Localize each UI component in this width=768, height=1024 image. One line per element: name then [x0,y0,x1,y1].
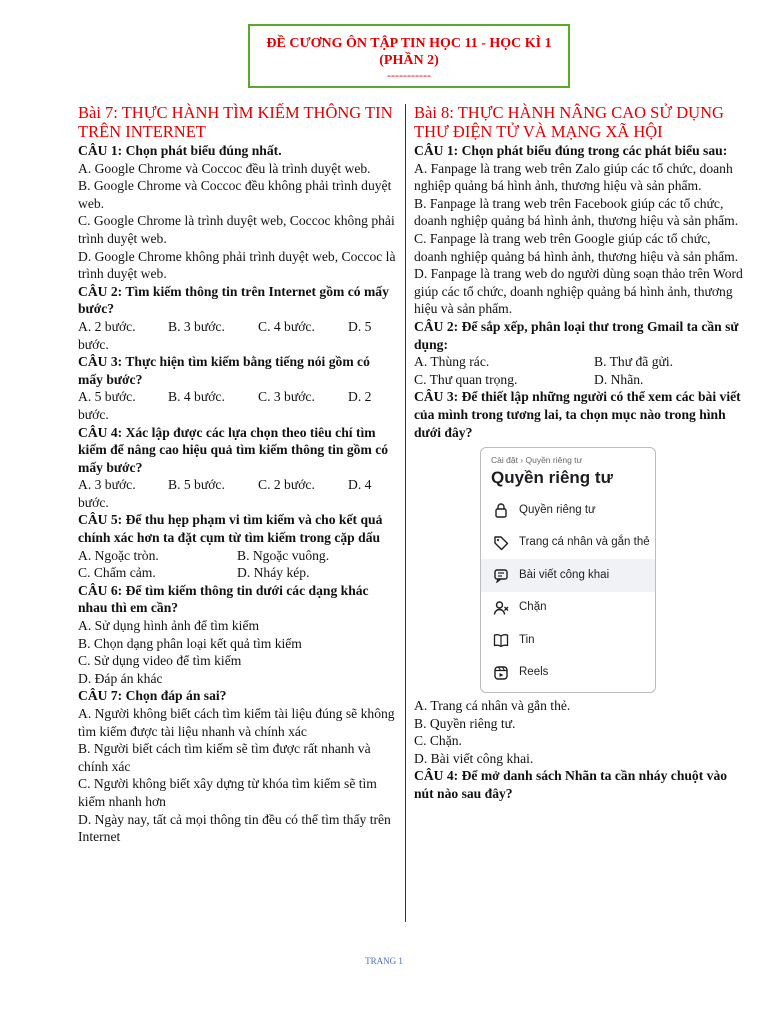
menu-item-label: Chặn [519,601,547,614]
answer: D. Google Chrome không phải trình duyệt web, Coccoc là trình duyệt web. [78,248,396,282]
answer: B. 3 bước. [168,318,225,334]
menu-item-privacy[interactable] [481,494,655,527]
answer: A. 3 bước. [78,477,136,493]
answer: A. Google Chrome và Coccoc đều là trình duyệt web. [78,160,371,176]
answer: A. Người không biết cách tìm kiếm tài liệu đúng sẽ không tìm kiếm được tài liệu nhanh và chính xác [78,706,395,739]
answer: A. 5 bước. [78,389,136,405]
answer-row [414,371,744,389]
answer-row [78,547,396,565]
answer: A. Fanpage là trang web trên Zalo giúp các tổ chức, doanh nghiệp quảng bá hình ảnh, thương hiệu và sản phẩm. [414,160,733,194]
answer: D. Nhãn. [594,371,644,387]
answer: C. Fanpage là trang web trên Google giúp các tổ chức, doanh nghiệp quảng bá hình ảnh, thương hiệu và sản phẩm. [414,230,739,264]
question-2: CÂU 2: Tìm kiếm thông tin trên Internet gồm có mấy bước? [78,283,389,317]
answer: A. 2 bước. [78,318,136,334]
answer: D. Fanpage là trang web do người dùng soạn thảo trên Word giúp các tổ chức, doanh nghiệp quảng bá hình ảnh, thương hiệu và sản phẩm. [414,266,743,317]
menu-item-stories[interactable] [481,624,655,657]
question-1: CÂU 1: Chọn phát biểu đúng nhất. [78,143,282,158]
answer: A. Sử dụng hình ảnh để tìm kiếm [78,618,260,634]
answer-row [78,476,396,494]
menu-item-public-posts[interactable] [481,559,655,592]
answer: B. Quyền riêng tư. [414,715,516,731]
public-post-icon [491,565,511,585]
document-title-box [248,24,570,88]
answer-row [78,318,396,336]
question-2: CÂU 2: Để sắp xếp, phân loại thư trong Gmail ta cần sử dụng: [414,318,739,352]
answer-continuation: bước. [78,494,109,510]
answer: C. Chấm cảm. [78,565,156,581]
lesson-7-title: Bài 7: THỰC HÀNH TÌM KIẾM THÔNG TIN TRÊN INTERNET [78,103,393,141]
answer: B. Google Chrome và Coccoc đều không phải trình duyệt web. [78,178,392,211]
question-7: CÂU 7: Chọn đáp án sai? [78,688,227,704]
title-separator: ----------- [387,68,431,82]
answer: C. 2 bước. [258,477,315,493]
answer: D. 5 [348,318,372,334]
answer: D. Nháy kép. [237,565,310,581]
column-divider [405,104,406,922]
tag-icon [491,533,511,553]
answer: C. Thư quan trọng. [414,371,518,387]
answer: A. Trang cá nhân và gắn thẻ. [414,698,571,714]
answer-continuation: bước. [78,336,109,352]
lesson-8-title: Bài 8: THỰC HÀNH NÂNG CAO SỬ DỤNG THƯ ĐIỆN TỬ VÀ MẠNG XÃ HỘI [414,103,724,141]
answer: A. Ngoặc tròn. [78,547,159,563]
question-3: CÂU 3: Để thiết lập những người có thể xem các bài viết của mình trong tương lai, ta chọn mục nào trong hình dưới đây? [414,389,741,440]
menu-item-label: Trang cá nhân và gắn thẻ [519,536,650,549]
answer: B. Ngoặc vuông. [237,547,330,563]
book-icon [491,630,511,650]
answer: D. Bài viết công khai. [414,750,534,766]
menu-item-label: Reels [519,666,549,679]
answer: B. 4 bước. [168,389,225,405]
menu-item-label: Quyền riêng tư [519,503,596,516]
block-user-icon [491,598,511,618]
menu-item-block[interactable] [481,592,655,625]
answer-row [78,564,396,582]
answer-row [78,388,396,406]
menu-item-profile-tagging[interactable] [481,527,655,560]
question-4: CÂU 4: Xác lập được các lựa chọn theo tiêu chí tìm kiếm để nâng cao hiệu quả tìm kiếm thông tin gồm có mấy bước? [78,424,389,475]
answer: D. Đáp án khác [78,670,163,686]
right-column [414,104,744,803]
answer: B. Thư đã gửi. [594,354,674,370]
menu-item-label: Tin [519,633,535,646]
document-subtitle: (PHẦN 2) [379,53,439,68]
menu-item-label: Bài viết công khai [519,568,610,581]
question-4: CÂU 4: Để mở danh sách Nhãn ta cần nháy chuột vào nút nào sau đây? [414,768,728,802]
page-footer: TRANG 1 [365,956,403,966]
question-3: CÂU 3: Thực hiện tìm kiếm bằng tiếng nói gồm có mấy bước? [78,354,370,387]
privacy-settings-screenshot [480,447,656,693]
answer: C. Chặn. [414,733,462,749]
answer: B. Fanpage là trang web trên Facebook giúp các tổ chức, doanh nghiệp quảng bá hình ảnh, thương hiệu và sản phẩm. [414,195,739,229]
breadcrumb: Cài đặt › Quyền riêng tư [491,455,583,466]
answer: D. Ngày nay, tất cả mọi thông tin đều có thể tìm thấy trên Internet [78,811,391,845]
left-column [78,104,396,846]
lock-icon [491,500,511,520]
reels-icon [491,663,511,683]
answer-row [414,353,744,371]
answer: C. Sử dụng video để tìm kiếm [78,653,242,669]
question-6: CÂU 6: Để tìm kiếm thông tin dưới các dạng khác nhau thì em cần? [78,582,369,616]
answer: C. 4 bước. [258,318,315,334]
menu-item-reels[interactable] [481,657,655,690]
answer: B. 5 bước. [168,477,225,493]
answer: C. Google Chrome là trình duyệt web, Coccoc không phải trình duyệt web. [78,213,395,246]
answer: A. Thùng rác. [414,354,490,370]
question-5: CÂU 5: Để thu hẹp phạm vi tìm kiếm và cho kết quả chính xác hơn ta đặt cụm từ tìm kiếm trong cặp dấu [78,512,383,546]
answer: B. Người biết cách tìm kiếm sẽ tìm được rất nhanh và chính xác [78,741,371,774]
question-1: CÂU 1: Chọn phát biểu đúng trong các phát biểu sau: [414,143,728,158]
answer: C. Người không biết xây dựng từ khóa tìm kiếm sẽ tìm kiếm nhanh hơn [78,776,377,809]
answer: C. 3 bước. [258,389,315,405]
answer: D. 4 [348,477,372,493]
answer: B. Chọn dạng phân loại kết quả tìm kiếm [78,635,302,651]
answer-continuation: bước. [78,406,109,422]
document-title: ĐỀ CƯƠNG ÔN TẬP TIN HỌC 11 - HỌC KÌ 1 [266,36,552,51]
answer: D. 2 [348,389,372,405]
panel-heading: Quyền riêng tư [491,468,613,488]
